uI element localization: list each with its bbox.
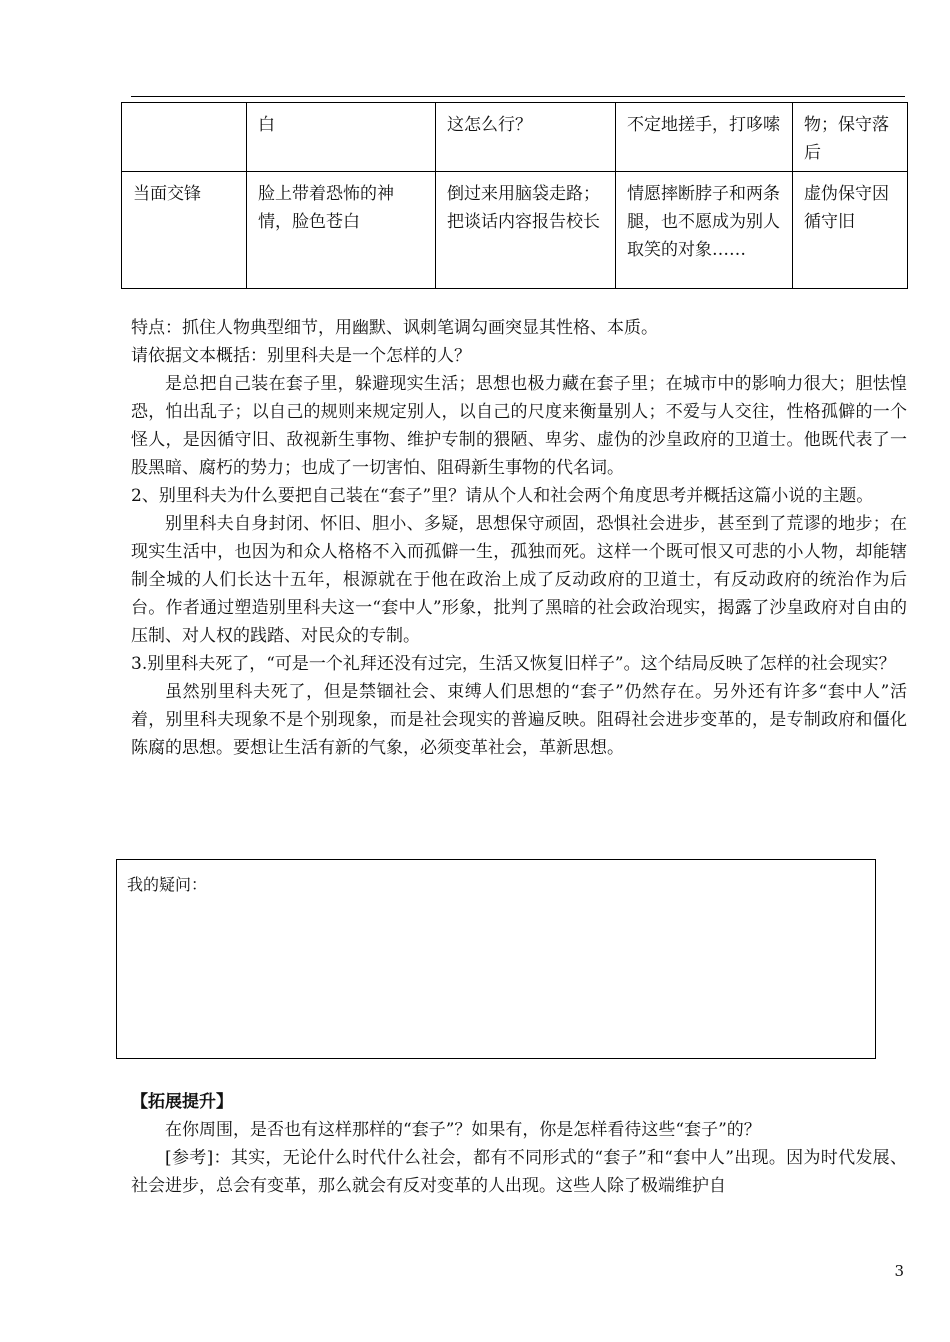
answer-2: 别里科夫自身封闭、怀旧、胆小、多疑，思想保守顽固，恐惧社会进步，甚至到了荒谬的地步；在现实生活中，也因为和众人格格不入而孤僻一生，孤独而死。这样一个既可恨又可悲的小人物，却能辖制全城的人们长达十五年，根源就在于他在政治上成了反动政府的卫道士，有反动政府的统治作为后台。作者通过塑造别里科夫这一“套中人”形象，批判了黑暗的社会政治现实，揭露了沙皇政府对自由的压制、对人权的践踏、对民众的专制。: [131, 514, 907, 646]
table-cell: 情愿摔断脖子和两条腿，也不愿成为别人取笑的对象……: [616, 172, 793, 289]
table-cell: 虚伪保守因循守旧: [793, 172, 908, 289]
question-3: 3.别里科夫死了，“可是一个礼拜还没有过完，生活又恢复旧样子”。这个结局反映了怎样的社会现实？: [131, 654, 896, 674]
header-rule: [131, 96, 905, 97]
table-row: [122, 103, 908, 172]
extension-section: [131, 1088, 907, 1200]
extension-reference: [参考]：其实，无论什么时代什么社会，都有不同形式的“套子”和“套中人”出现。因为时代发展、社会进步，总会有变革，那么就会有反对变革的人出现。这些人除了极端维护自: [131, 1148, 907, 1196]
answer-1: 是总把自己装在套子里，躲避现实生活；思想也极力藏在套子里；在城市中的影响力很大；胆怯惶恐，怕出乱子；以自己的规则来规定别人，以自己的尺度来衡量别人；不爱与人交往，性格孤僻的一个怪人，是因循守旧、敌视新生事物、维护专制的猥陋、卑劣、虚伪的沙皇政府的卫道士。他既代表了一股黑暗、腐朽的势力；也成了一切害怕、阻碍新生事物的代名词。: [131, 374, 907, 478]
my-questions-label: 我的疑问：: [127, 875, 208, 894]
character-analysis-table: [121, 102, 908, 289]
table-cell: 物；保守落后: [793, 103, 908, 172]
table-cell: 当面交锋: [122, 172, 247, 289]
my-questions-box[interactable]: [116, 859, 876, 1059]
table-row: [122, 172, 908, 289]
question-2: 2、别里科夫为什么要把自己装在“套子”里？请从个人和社会两个角度思考并概括这篇小说的主题。: [131, 486, 874, 506]
table-cell: 白: [247, 103, 436, 172]
analysis-text: [131, 314, 907, 762]
table-cell: 脸上带着恐怖的神情，脸色苍白: [247, 172, 436, 289]
page-number: 3: [894, 1262, 904, 1280]
extension-title: 【拓展提升】: [131, 1092, 233, 1112]
extension-question: 在你周围，是否也有这样那样的“套子”？如果有，你是怎样看待这些“套子”的？: [165, 1120, 761, 1140]
question-1: 请依据文本概括：别里科夫是一个怎样的人？: [131, 346, 471, 366]
table-cell: 倒过来用脑袋走路；把谈话内容报告校长: [436, 172, 616, 289]
trait-summary: 特点：抓住人物典型细节，用幽默、讽刺笔调勾画突显其性格、本质。: [131, 318, 658, 338]
table-cell: 不定地搓手，打哆嗦: [616, 103, 793, 172]
table-cell: [122, 103, 247, 172]
table-cell: 这怎么行？: [436, 103, 616, 172]
answer-3: 虽然别里科夫死了，但是禁锢社会、束缚人们思想的“套子”仍然存在。另外还有许多“套中人”活着，别里科夫现象不是个别现象，而是社会现实的普遍反映。阻碍社会进步变革的，是专制政府和僵化陈腐的思想。要想让生活有新的气象，必须变革社会，革新思想。: [131, 682, 907, 758]
